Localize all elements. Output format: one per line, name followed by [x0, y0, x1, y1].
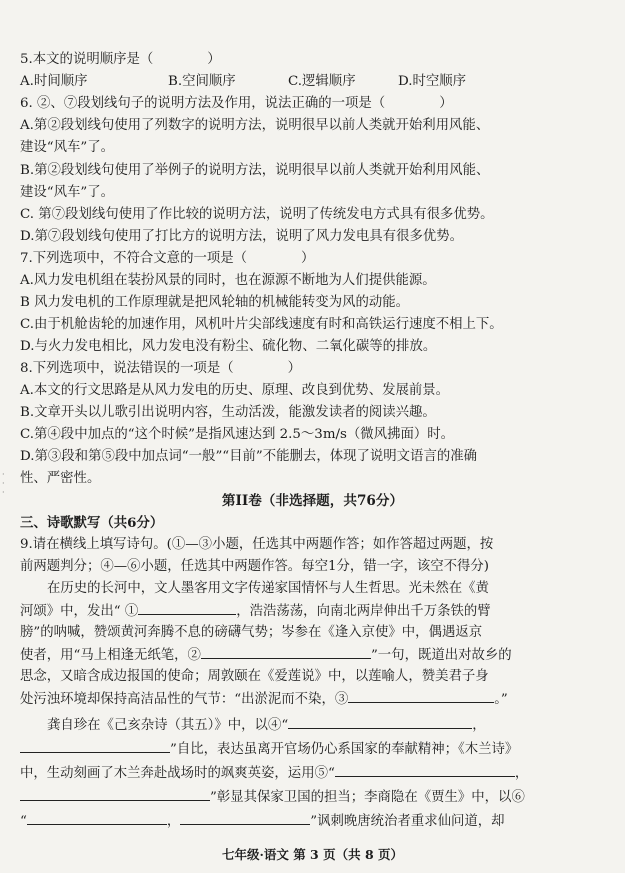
q9-passage-line: ”彰显其保家卫国的担当；李商隐在《贾生》中，以⑥	[0, 788, 625, 807]
answer-blank-5b[interactable]	[20, 788, 210, 801]
q8-option-b: B.文章开头以儿歌引出说明内容，生动活泼，能激发读者的阅读兴趣。	[20, 405, 436, 420]
q6-option-d: D.第⑦段划线句使用了打比方的说明方法，说明了风力发电具有很多优势。	[20, 229, 464, 244]
q7-option-a: A.风力发电机组在装扮风景的同时，也在源源不断地为人们提供能源。	[20, 273, 436, 288]
q5-option-b: B.空间顺序	[168, 74, 236, 89]
q6-option-a-cont: 建设“风车”了。	[20, 140, 115, 155]
q8-option-d: D.第③段和第⑤段中加点词“一般”“目前”不能删去，体现了说明文语言的准确	[20, 449, 478, 464]
q9-instruction: 9.请在横线上填写诗句。(①—③小题，任选其中两题作答；如作答超过两题，按	[20, 537, 494, 552]
q7-option-d: D.与火力发电相比，风力发电没有粉尘、硫化物、二氧化碳等的排放。	[20, 339, 437, 354]
question-6-stem: 6. ②、⑦段划线句子的说明方法及作用，说法正确的一项是（ ）	[20, 96, 453, 111]
q5-option-a: A.时间顺序	[20, 74, 88, 89]
q6-option-b-cont: 建设“风车”了。	[20, 185, 115, 200]
answer-blank-2[interactable]	[201, 646, 371, 659]
q9-instruction-cont: 前两题判分；④—⑥小题，任选其中两题作答。每空1分，错一字，该空不得分)	[20, 559, 490, 574]
section-title: 第II卷（非选择题，共76分）	[221, 493, 404, 509]
question-5-options	[0, 73, 625, 91]
answer-blank-4b[interactable]	[20, 740, 170, 753]
q9-passage-line: 膀”的呐喊，赞颂黄河奔腾不息的磅礴气势；岑参在《逢入京使》中，偶遇返京	[20, 625, 483, 640]
q8-option-d-cont: 性、严密性。	[20, 471, 101, 486]
question-8-stem: 8.下列选项中，说法错误的一项是（ ）	[20, 361, 302, 376]
answer-blank-6b[interactable]	[180, 812, 310, 825]
answer-blank-3[interactable]	[348, 690, 494, 703]
q8-option-c: C.第④段中加点的“这个时候”是指风速达到 2.5～3m/s（微风拂面）时。	[20, 427, 455, 442]
question-5-stem: 5.本文的说明顺序是（ ）	[20, 52, 221, 67]
q9-passage-line: 处污浊环境却保持高洁品性的气节：“出淤泥而不染，③ 。”	[20, 692, 508, 707]
q6-option-c: C. 第⑦段划线句使用了作比较的说明方法，说明了传统发电方式具有很多优势。	[20, 207, 494, 222]
q7-option-c: C.由于机舱齿轮的加速作用，风机叶片尖部线速度有时和高铁运行速度不相上下。	[20, 317, 503, 332]
q9-passage-line: 龚自珍在《己亥杂诗（其五）》中，以④“ ，	[47, 718, 486, 733]
answer-blank-1[interactable]	[138, 602, 236, 615]
q7-option-b: B 风力发电机的工作原理就是把风轮轴的机械能转变为风的动能。	[20, 295, 410, 310]
q5-option-c: C.逻辑顺序	[288, 74, 356, 89]
answer-blank-5a[interactable]	[335, 764, 515, 777]
q6-option-b: B.第②段划线句使用了举例子的说明方法，说明很早以前人类就开始利用风能、	[20, 163, 490, 178]
q9-passage-line: 中，生动刻画了木兰奔赴战场时的飒爽英姿，运用⑤“ ，	[20, 766, 529, 781]
q9-passage-line: 使者，用“马上相逢无纸笔，② ”一句，既道出对故乡的	[20, 648, 512, 663]
q9-passage-line: 在历史的长河中，文人墨客用文字传递家国情怀与人生哲思。光未然在《黄	[47, 581, 489, 596]
q5-option-d: D.时空顺序	[398, 74, 467, 89]
q9-passage-line: ”自比，表达虽离开官场仍心系国家的奉献精神；《木兰诗》	[0, 740, 625, 759]
q6-option-a: A.第②段划线句使用了列数字的说明方法，说明很早以前人类就开始利用风能、	[20, 118, 490, 133]
q9-passage-line: 思念，又暗含成边报国的使命；周敦颐在《爱莲说》中，以莲喻人，赞美君子身	[20, 669, 489, 684]
answer-blank-4a[interactable]	[288, 716, 472, 729]
part-3-title: 三、诗歌默写（共6分）	[20, 515, 164, 531]
q9-passage-line: 河颂》中，发出“ ① ，浩浩荡荡，向南北两岸伸出千万条铁的臂	[20, 604, 491, 619]
margin-mark: · · ·	[2, 470, 5, 497]
question-7-stem: 7.下列选项中，不符合文意的一项是（ ）	[20, 251, 315, 266]
answer-blank-6a[interactable]	[27, 812, 167, 825]
q9-passage-line: “ ， ”讽刺晚唐统治者重求仙问道，却	[20, 814, 505, 829]
page-footer: 七年级·语文 第 3 页（共 8 页）	[221, 847, 403, 862]
q8-option-a: A.本文的行文思路是从风力发电的历史、原理、改良到优势、发展前景。	[20, 383, 450, 398]
